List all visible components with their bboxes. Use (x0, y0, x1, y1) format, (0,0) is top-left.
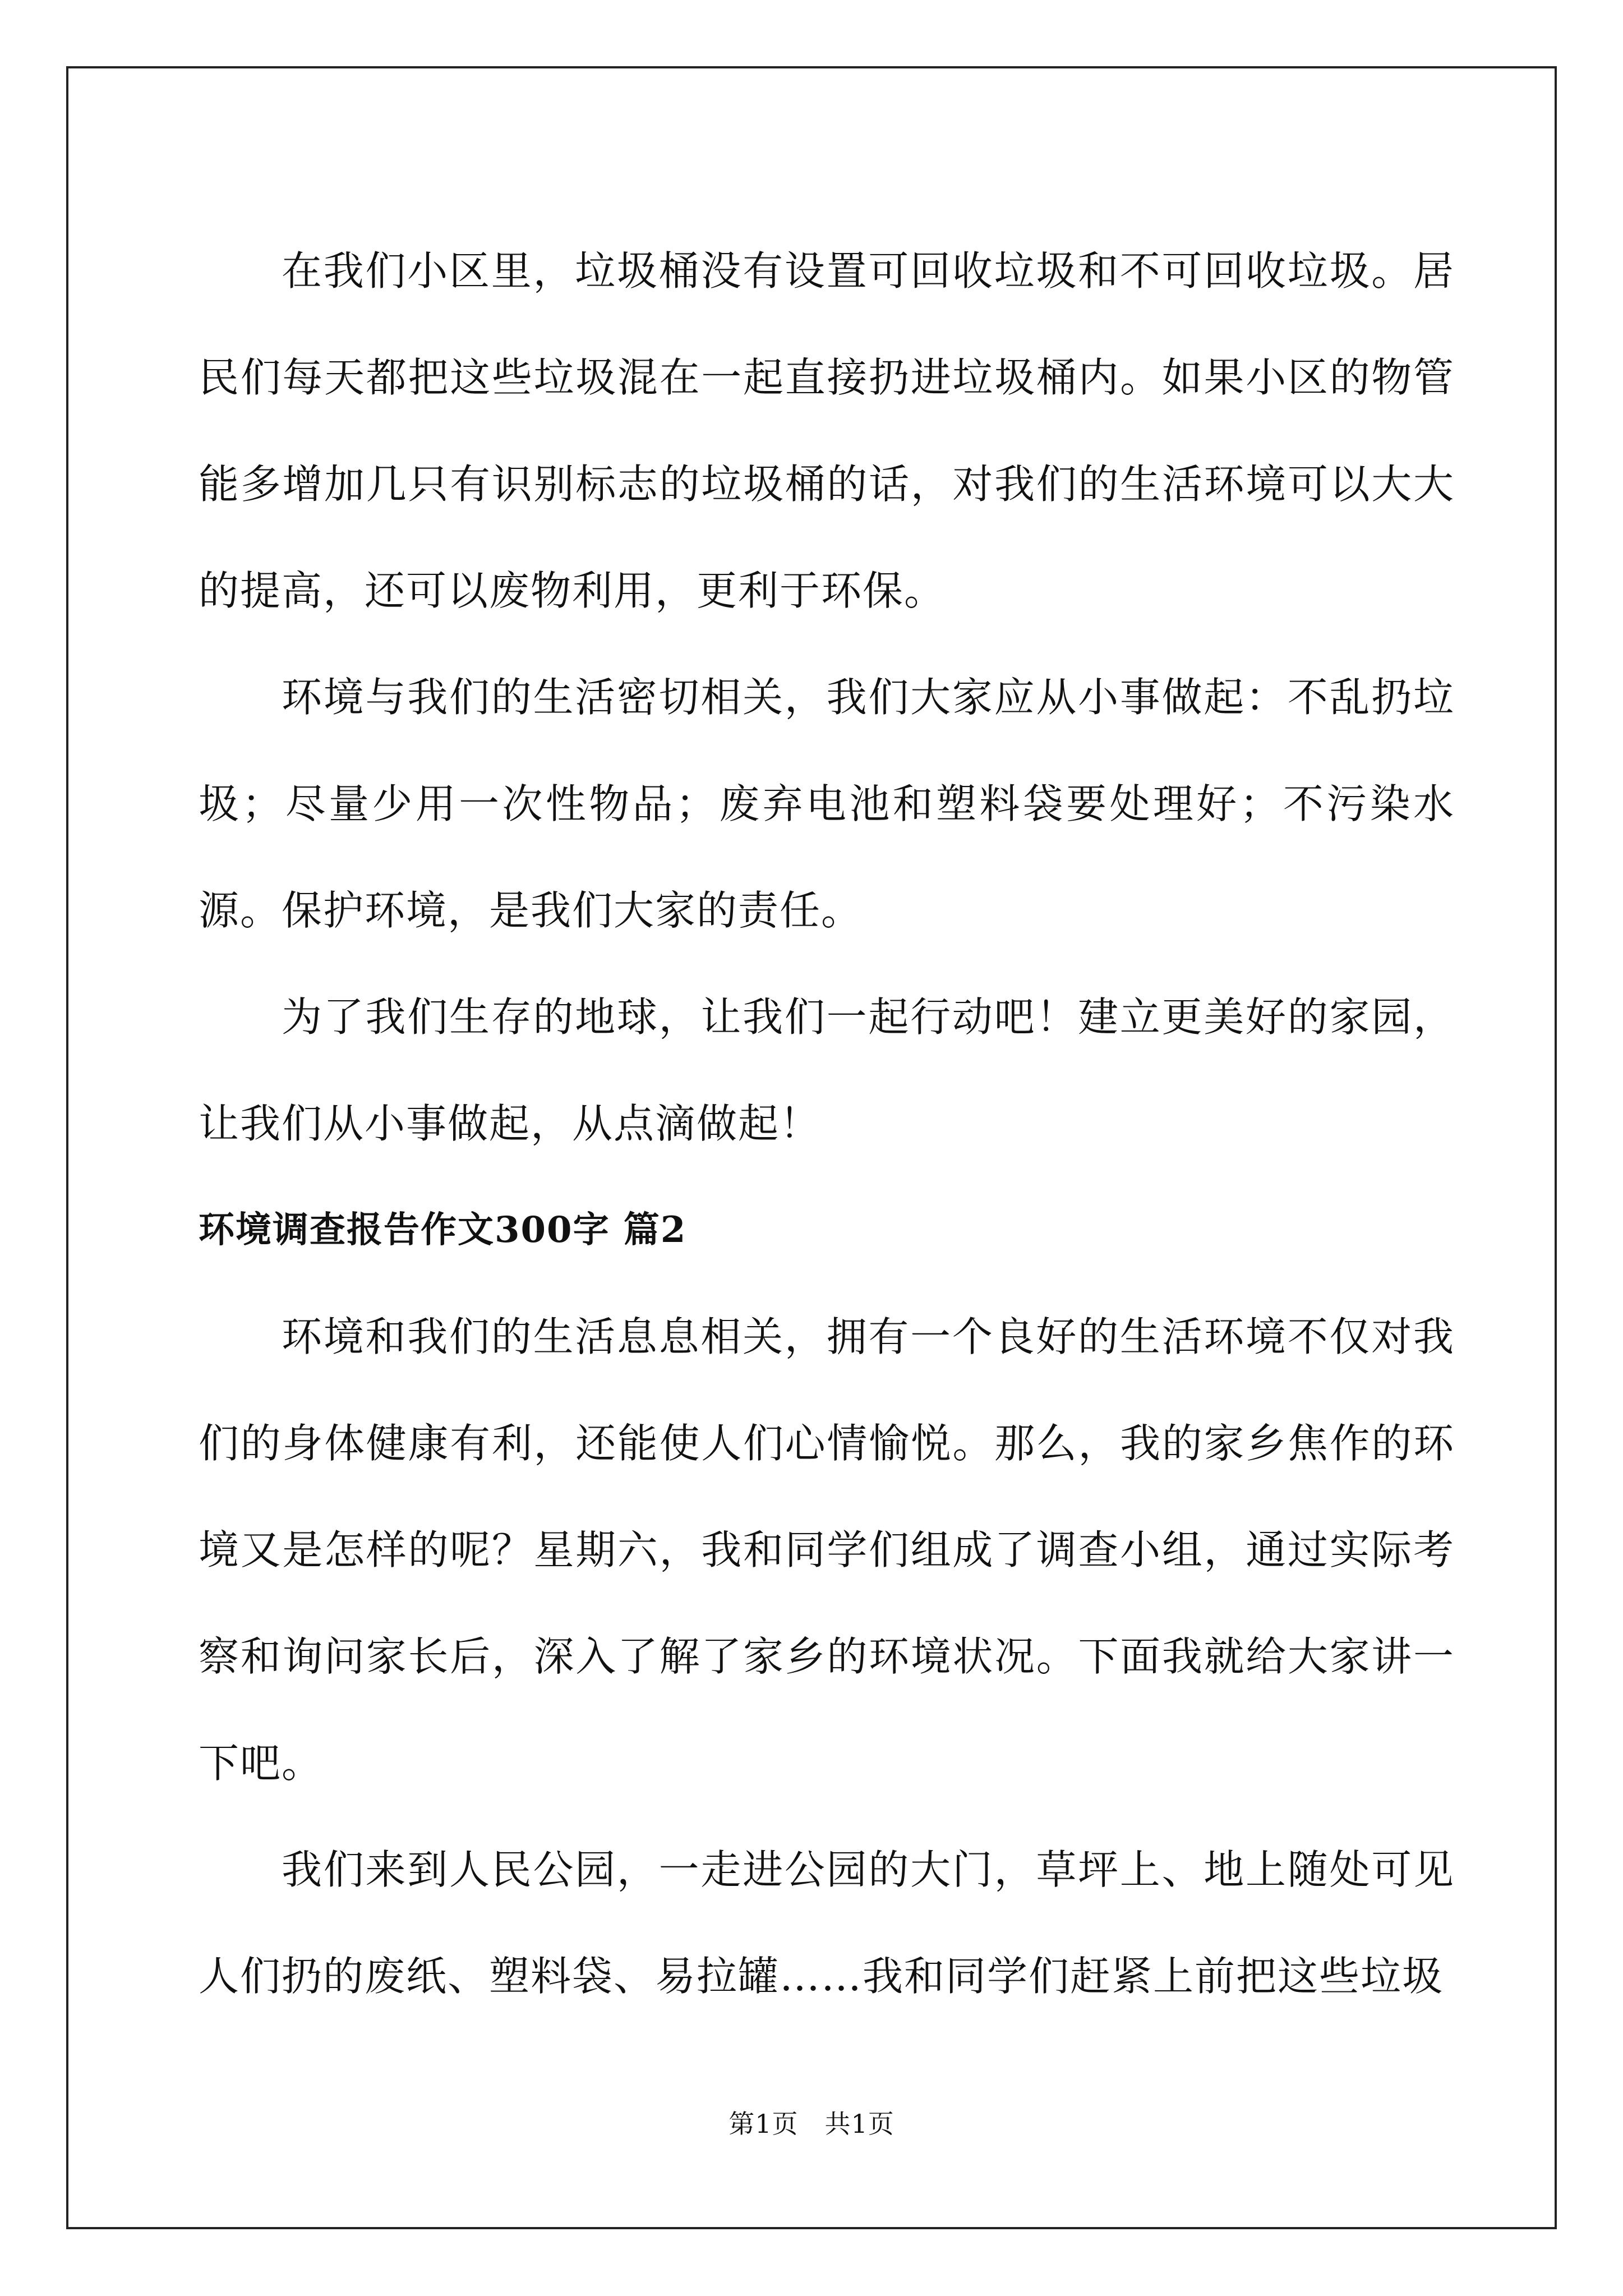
paragraph: 为了我们生存的地球，让我们一起行动吧！建立更美好的家园，让我们从小事做起，从点滴做起！ (199, 993, 1455, 1147)
page-footer (0, 2107, 1623, 2141)
paragraph: 我们来到人民公园，一走进公园的大门，草坪上、地上随处可见人们扔的废纸、塑料袋、易拉罐……我和同学们赶紧上前把这些垃圾 (199, 1846, 1455, 2000)
paragraph: 环境与我们的生活密切相关，我们大家应从小事做起：不乱扔垃圾；尽量少用一次性物品；废弃电池和塑料袋要处理好；不污染水源。保护环境，是我们大家的责任。 (199, 674, 1455, 934)
document-body (199, 218, 1455, 2030)
paragraph: 环境和我们的生活息息相关，拥有一个良好的生活环境不仅对我们的身体健康有利，还能使人们心情愉悦。那么，我的家乡焦作的环境又是怎样的呢？星期六，我和同学们组成了调查小组，通过实际考察和询问家长后，深入了解了家乡的环境状况。下面我就给大家讲一下吧。 (199, 1313, 1455, 1787)
page-number-current: 第1页 (728, 2109, 799, 2139)
page-number-total: 共1页 (824, 2109, 895, 2139)
section-heading: 环境调查报告作文300字 篇2 (199, 1209, 687, 1251)
paragraph: 在我们小区里，垃圾桶没有设置可回收垃圾和不可回收垃圾。居民们每天都把这些垃圾混在一起直接扔进垃圾桶内。如果小区的物管能多增加几只有识别标志的垃圾桶的话，对我们的生活环境可以大大的提高，还可以废物利用，更利于环保。 (199, 247, 1455, 614)
